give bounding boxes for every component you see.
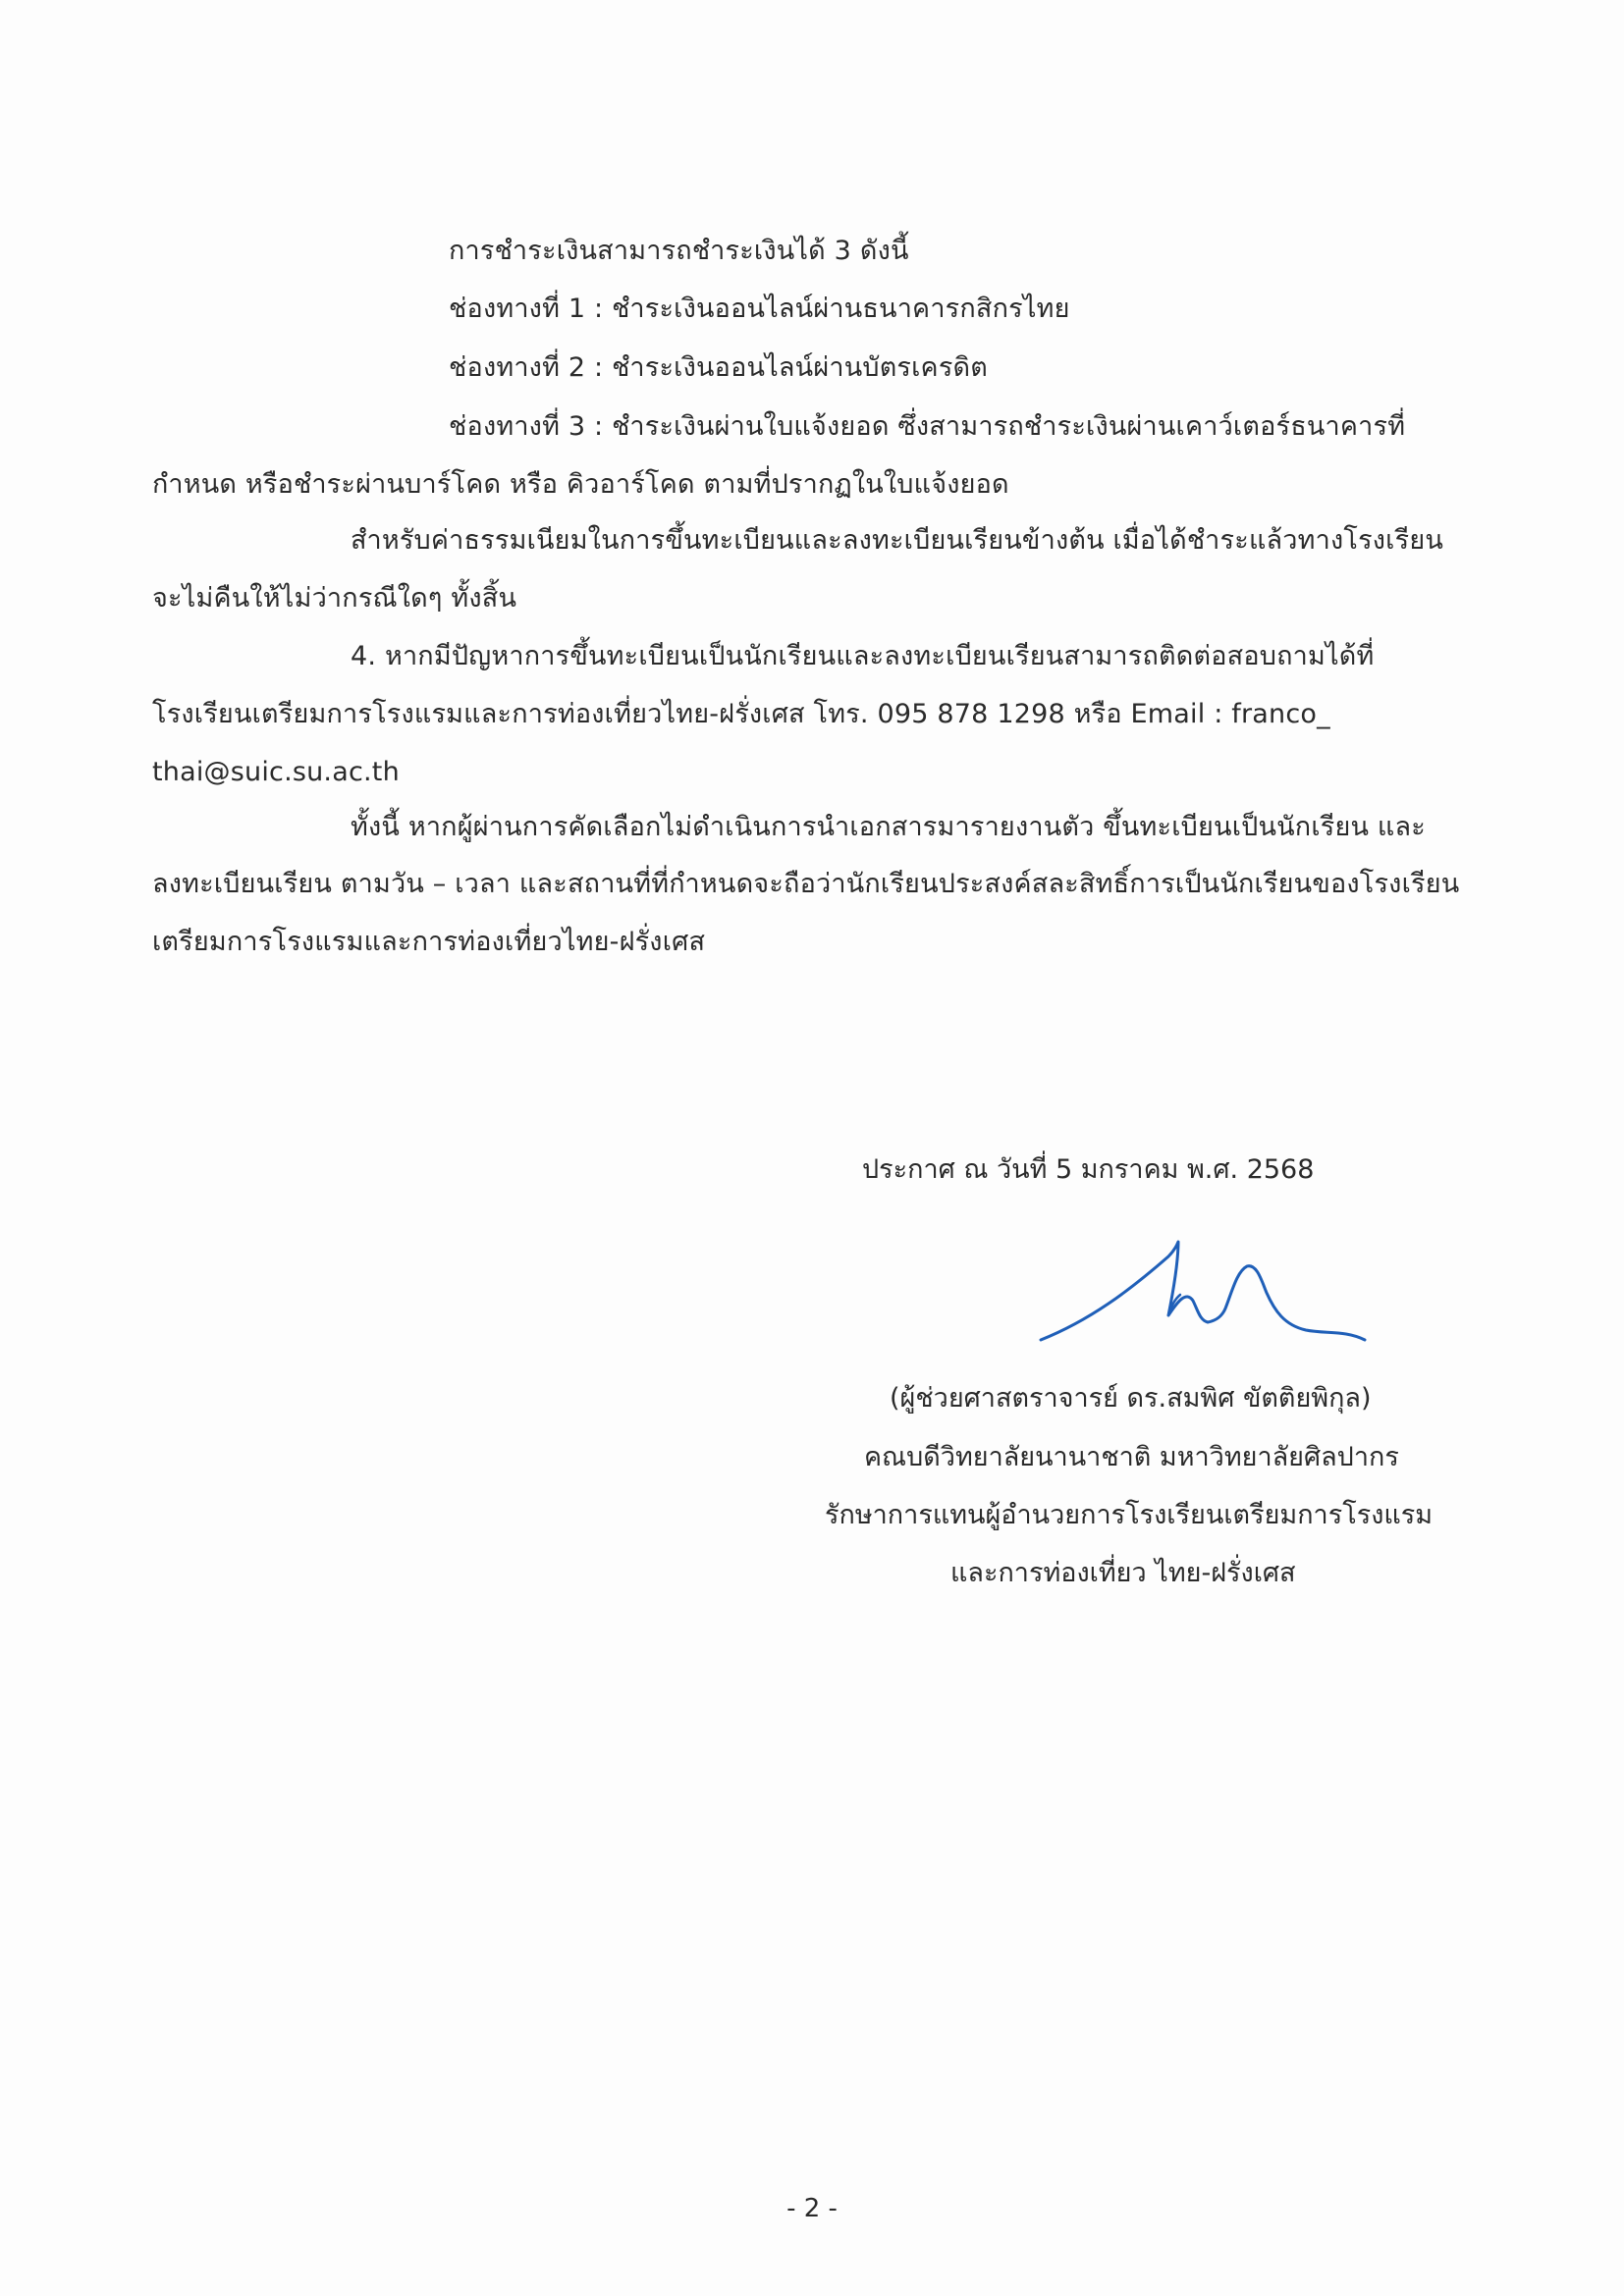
item-4-line-1: 4. หากมีปัญหาการขึ้นทะเบียนเป็นนักเรียนและลงทะเบียนเรียนสามารถติดต่อสอบถามได้ที่ [351,641,1375,671]
fee-paragraph-line-1: สำหรับค่าธรรมเนียมในการขึ้นทะเบียนและลงทะเบียนเรียนข้างต้น เมื่อได้ชำระแล้วทางโรงเรียน [351,525,1443,556]
payment-channel-3: ช่องทางที่ 3 : ชำระเงินผ่านใบแจ้งยอด ซึ่งสามารถชำระเงินผ่านเคาว์เตอร์ธนาคารที่ [449,411,1406,442]
final-paragraph-line-1: ทั้งนี้ หากผู้ผ่านการคัดเลือกไม่ดำเนินการนำเอกสารมารายงานตัว ขึ้นทะเบียนเป็นนักเรียน และ [351,812,1426,842]
payment-intro: การชำระเงินสามารถชำระเงินได้ 3 ดังนี้ [449,236,909,266]
page-number: - 2 - [786,2194,838,2223]
signatory-title-line-1: คณบดีวิทยาลัยนานาชาติ มหาวิทยาลัยศิลปากร [864,1442,1399,1472]
final-paragraph-line-3: เตรียมการโรงแรมและการท่องเที่ยวไทย-ฝรั่งเศส [152,927,706,957]
payment-channel-1: ช่องทางที่ 1 : ชำระเงินออนไลน์ผ่านธนาคารกสิกรไทย [449,294,1070,324]
contact-email-continued: thai@suic.su.ac.th [152,757,400,787]
signatory-title-line-2: รักษาการแทนผู้อำนวยการโรงเรียนเตรียมการโรงแรม [825,1500,1434,1530]
handwritten-signature [1031,1232,1384,1350]
signatory-name: (ผู้ช่วยศาสตราจารย์ ดร.สมพิศ ขัตติยพิกุล) [890,1383,1372,1414]
item-4-line-2: โรงเรียนเตรียมการโรงแรมและการท่องเที่ยวไทย-ฝรั่งเศส โทร. 095 878 1298 หรือ Email : franco_ [152,699,1330,729]
fee-paragraph-line-2: จะไม่คืนให้ไม่ว่ากรณีใดๆ ทั้งสิ้น [152,583,517,614]
signatory-title-line-3: และการท่องเที่ยว ไทย-ฝรั่งเศส [950,1558,1296,1588]
payment-channel-2: ช่องทางที่ 2 : ชำระเงินออนไลน์ผ่านบัตรเครดิต [449,352,988,383]
announcement-date: ประกาศ ณ วันที่ 5 มกราคม พ.ศ. 2568 [862,1154,1315,1185]
final-paragraph-line-2: ลงทะเบียนเรียน ตามวัน – เวลา และสถานที่ที่กำหนดจะถือว่านักเรียนประสงค์สละสิทธิ์การเป็นนักเรียนของโรงเรียน [152,869,1460,899]
payment-channel-3-continued: กำหนด หรือชำระผ่านบาร์โคด หรือ คิวอาร์โคด ตามที่ปรากฏในใบแจ้งยอด [152,469,1009,500]
